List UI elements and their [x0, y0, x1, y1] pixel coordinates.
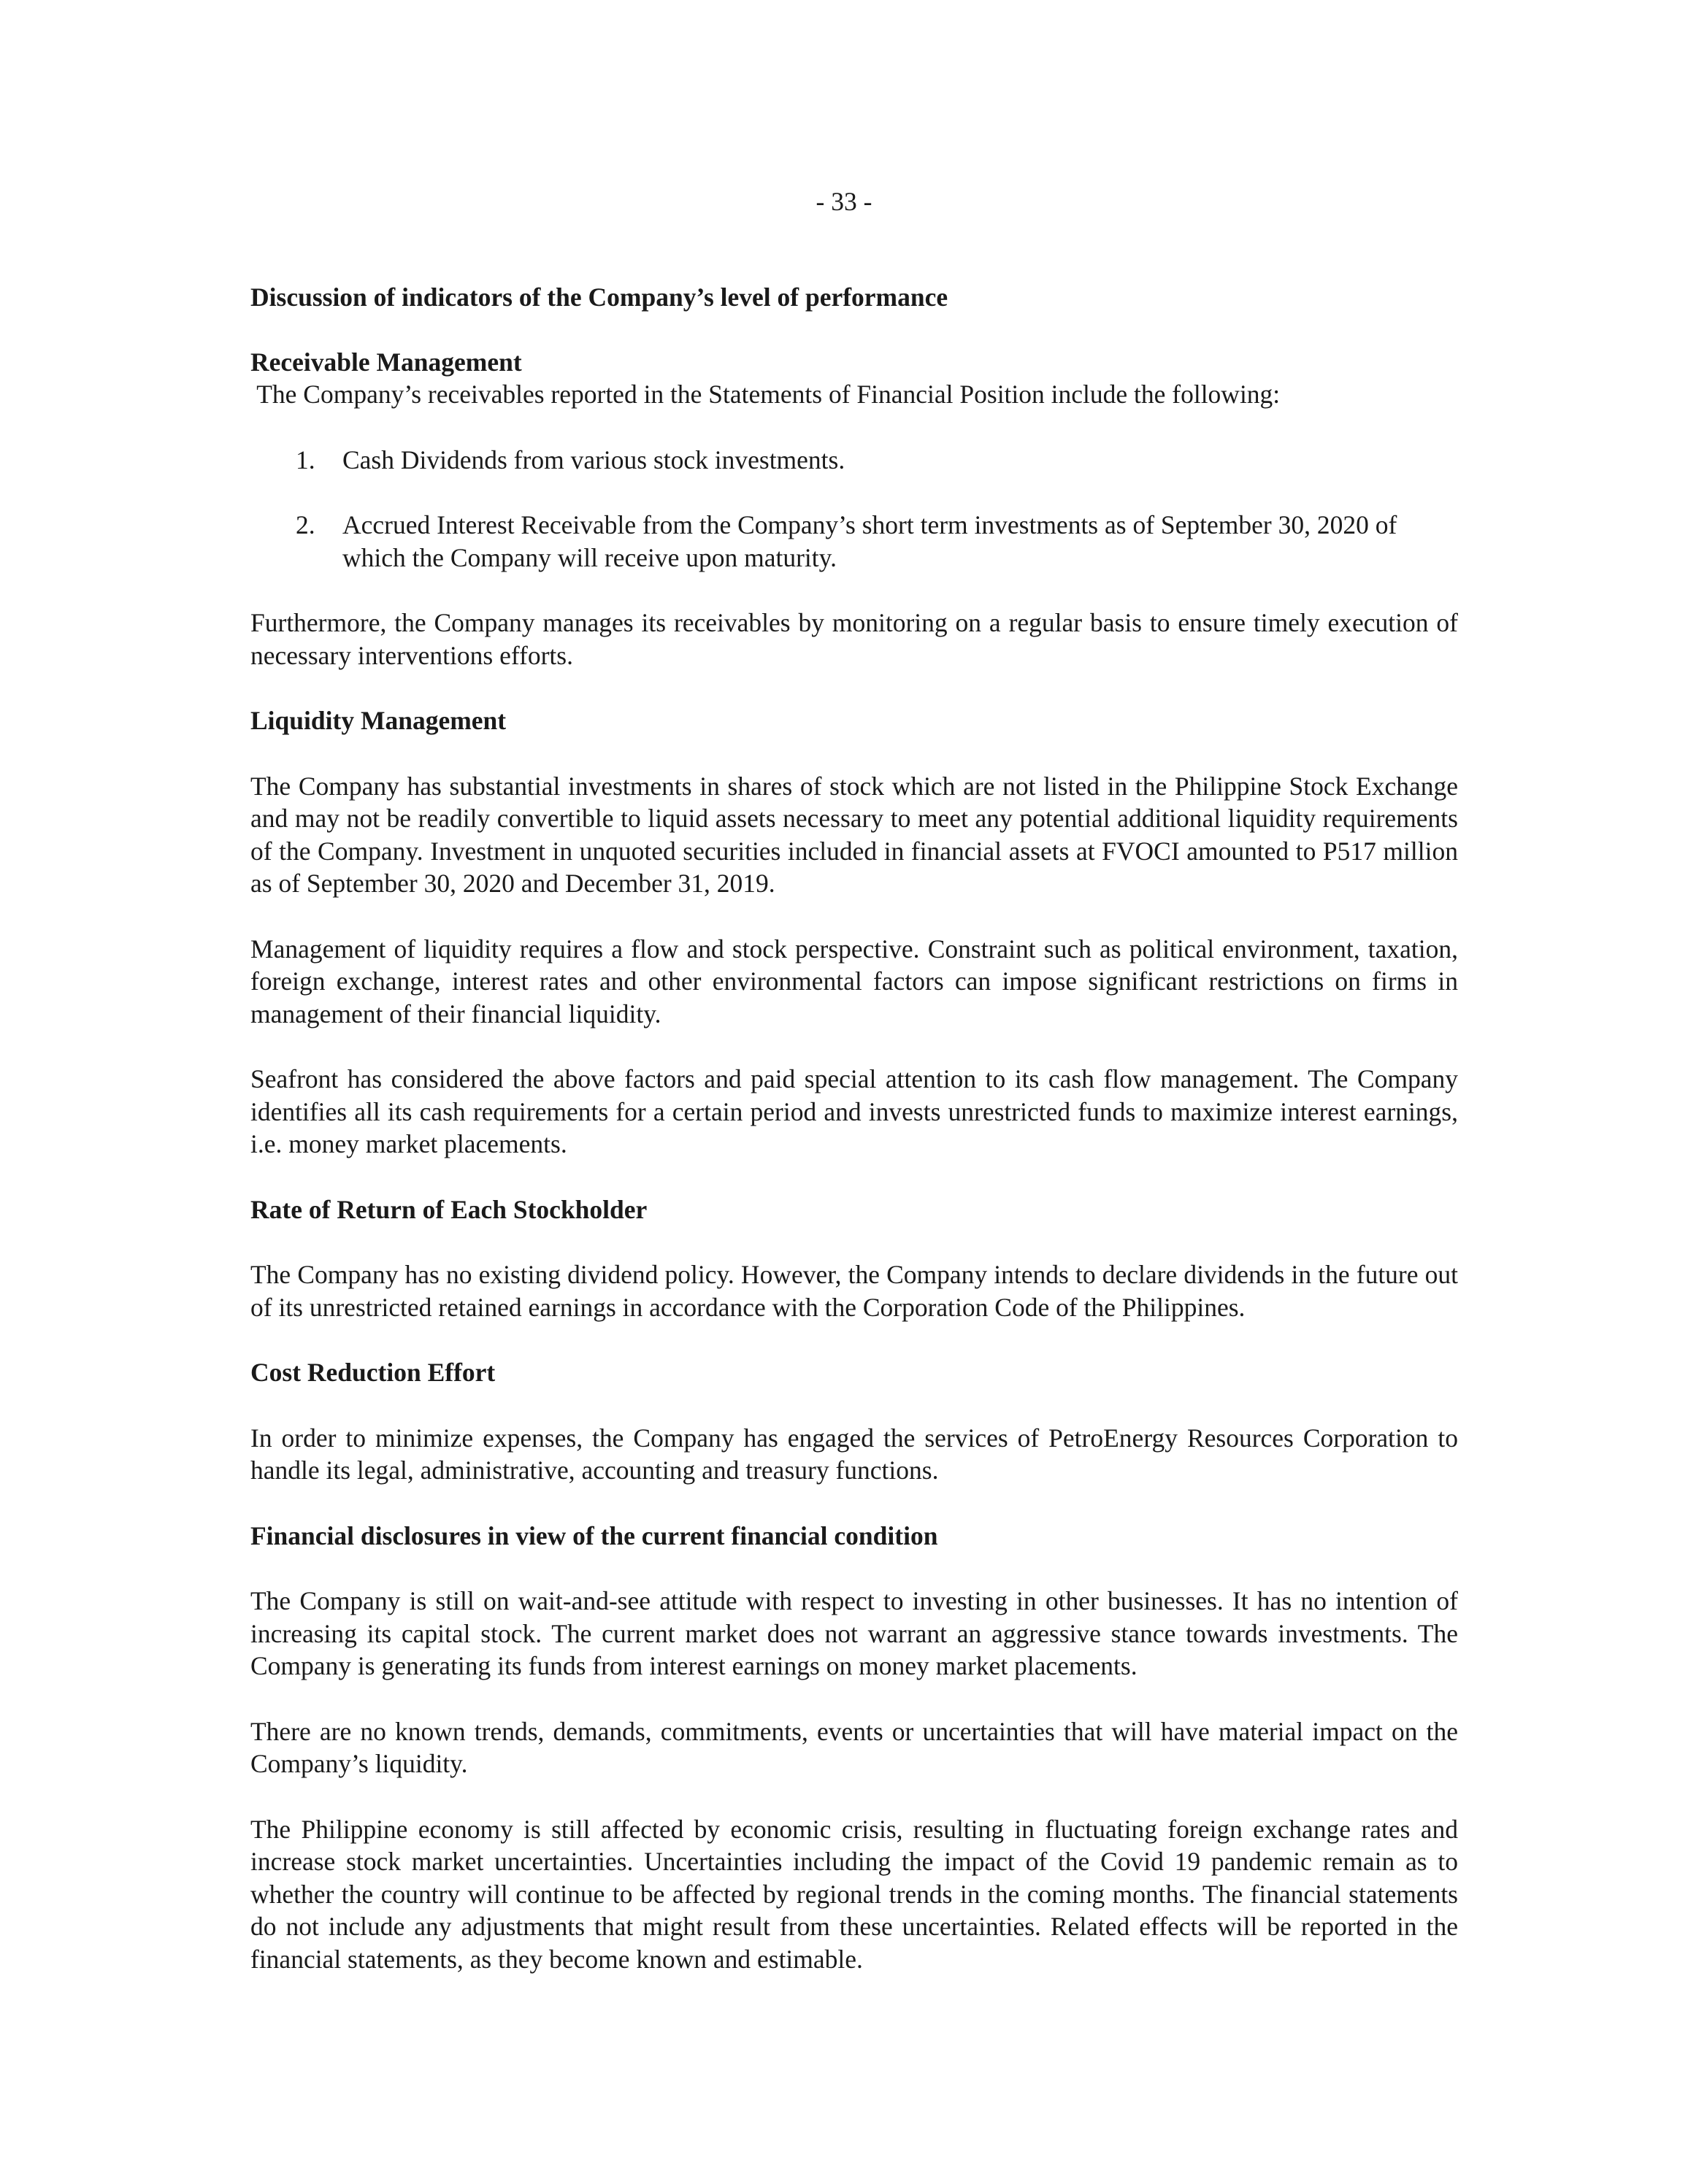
list-item [250, 509, 1458, 574]
list-item [250, 444, 1458, 477]
main-heading: Discussion of indicators of the Company’s level of performance [250, 282, 948, 312]
liquidity-management-section [250, 704, 1458, 1161]
liquidity-paragraph: The Company has substantial investments in shares of stock which are not listed in the Philippine Stock Exchange and may not be readily convertible to liquid assets necessary to meet any potential additional liquidity requirements of the Company. Investment in unquoted securities included in financial assets at FVOCI amounted to P517 million as of September 30, 2020 and December 31, 2019. [250, 771, 1458, 898]
receivable-list [250, 444, 1458, 574]
cost-reduction-section [250, 1356, 1458, 1487]
liquidity-heading: Liquidity Management [250, 706, 507, 735]
list-item-number: 1. [296, 445, 315, 474]
rate-of-return-section [250, 1193, 1458, 1324]
page-content [250, 281, 1458, 1975]
list-item-text: Cash Dividends from various stock investments. [342, 445, 845, 474]
list-item-text: Accrued Interest Receivable from the Company’s short term investments as of September 30, 2020 of which the Company will receive upon maturity. [342, 510, 1397, 572]
cost-reduction-heading: Cost Reduction Effort [250, 1358, 496, 1387]
receivable-intro: The Company’s receivables reported in the Statements of Financial Position include the following: [250, 380, 1281, 409]
rate-of-return-paragraph: The Company has no existing dividend policy. However, the Company intends to declare dividends in the future out of its unrestricted retained earnings in accordance with the Corporation Code of the Philippines. [250, 1260, 1458, 1322]
receivable-closing: Furthermore, the Company manages its receivables by monitoring on a regular basis to ensure timely execution of necessary interventions efforts. [250, 608, 1458, 670]
receivable-heading: Receivable Management [250, 347, 522, 377]
receivable-management-section [250, 346, 1458, 672]
financial-disclosures-paragraph: The Philippine economy is still affected by economic crisis, resulting in fluctuating foreign exchange rates and increase stock market uncertainties. Uncertainties including the impact of the Covid 19 pandemic remain as to whether the country will continue to be affected by regional trends in the coming months. The financial statements do not include any adjustments that might result from these uncertainties. Related effects will be reported in the financial statements, as they become known and estimable. [250, 1814, 1458, 1974]
financial-disclosures-section [250, 1520, 1458, 1976]
liquidity-paragraph: Management of liquidity requires a flow and stock perspective. Constraint such as political environment, taxation, foreign exchange, interest rates and other environmental factors can impose significant restrictions on firms in management of their financial liquidity. [250, 934, 1458, 1028]
rate-of-return-heading: Rate of Return of Each Stockholder [250, 1194, 648, 1224]
liquidity-paragraph: Seafront has considered the above factors and paid special attention to its cash flow management. The Company identifies all its cash requirements for a certain period and invests unrestricted funds to maximize interest earnings, i.e. money market placements. [250, 1064, 1458, 1158]
list-item-number: 2. [296, 510, 315, 539]
financial-disclosures-paragraph: There are no known trends, demands, commitments, events or uncertainties that will have material impact on the Company’s liquidity. [250, 1716, 1458, 1778]
financial-disclosures-heading: Financial disclosures in view of the current financial condition [250, 1520, 938, 1550]
financial-disclosures-paragraph: The Company is still on wait-and-see attitude with respect to investing in other businesses. It has no intention of increasing its capital stock. The current market does not warrant an aggressive stance towards investments. The Company is generating its funds from interest earnings on money market placements. [250, 1586, 1458, 1680]
page-number: - 33 - [816, 187, 872, 216]
cost-reduction-paragraph: In order to minimize expenses, the Company has engaged the services of PetroEnergy Resources Corporation to handle its legal, administrative, accounting and treasury functions. [250, 1423, 1458, 1485]
